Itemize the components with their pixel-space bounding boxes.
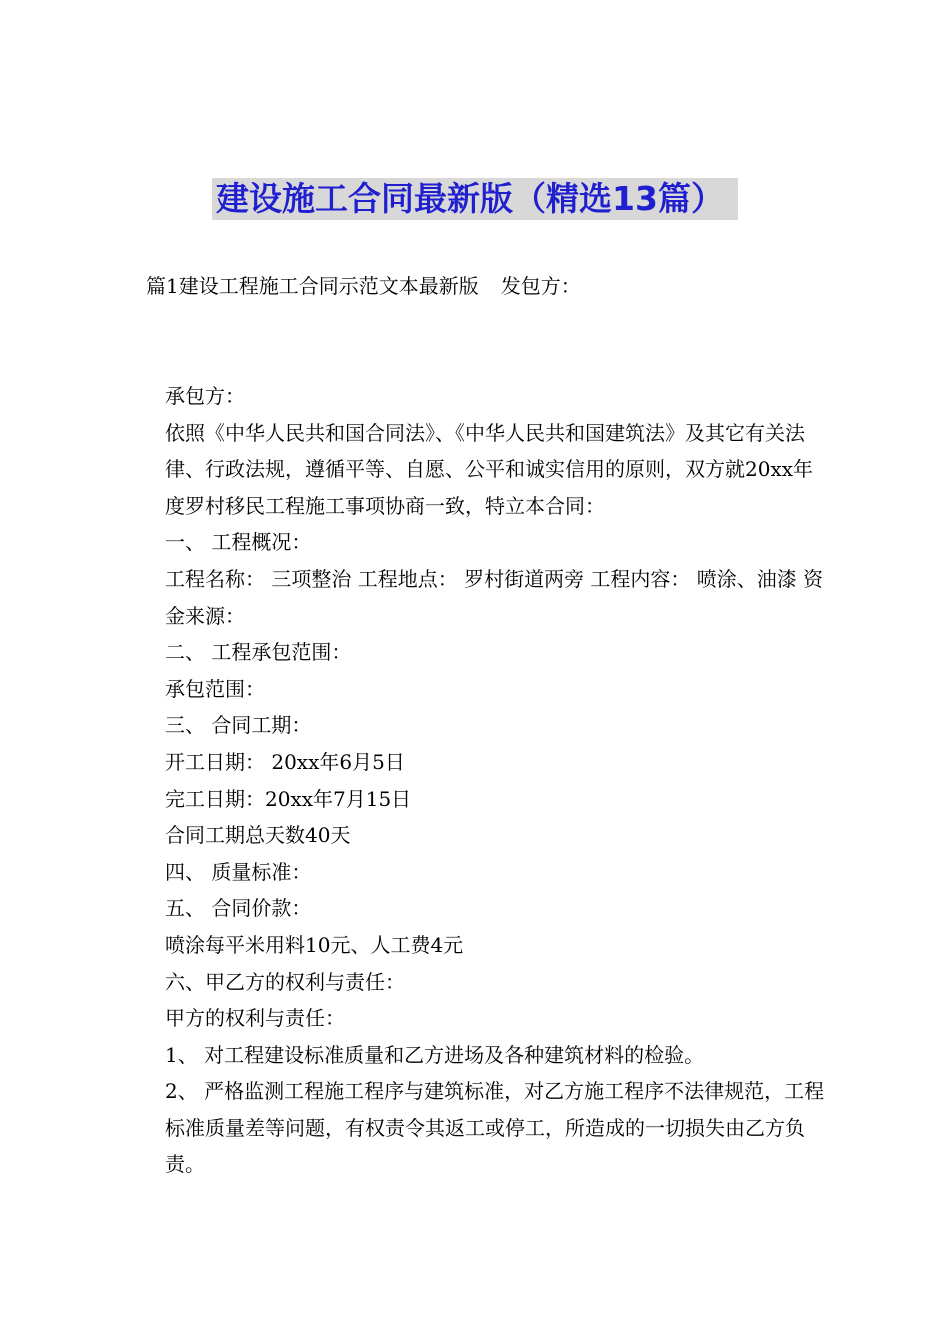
rights-item-2: 2、 严格监测工程施工程序与建筑标准，对乙方施工程序不法律规范，工程标准质量差等问题，有权责令其返工或停工，所造成的一切损失由乙方负责。 [165, 1079, 825, 1177]
section-rights: 六、甲乙方的权利与责任： [165, 969, 405, 994]
start-date: 开工日期： 20xx年6月5日 [165, 749, 405, 774]
document-title: 建设施工合同最新版（精选13篇） [212, 178, 738, 220]
total-days: 合同工期总天数40天 [165, 823, 351, 848]
employer-label: 发包方： [500, 274, 581, 298]
heading-line [146, 268, 581, 304]
price-details: 喷涂每平米用料10元、人工费4元 [165, 932, 464, 957]
section-scope: 二、 工程承包范围： [165, 640, 352, 665]
section-quality: 四、 质量标准： [165, 859, 312, 884]
document-body [146, 378, 826, 1183]
section-heading: 篇1建设工程施工合同示范文本最新版 [146, 274, 479, 298]
preamble-paragraph: 依照《中华人民共和国合同法》、《中华人民共和国建筑法》及其它有关法律、行政法规，遵循平等、自愿、公平和诚实信用的原则，双方就20xx年度罗村移民工程施工事项协商一致，特立本合同： [165, 420, 814, 518]
section-price: 五、 合同价款： [165, 896, 312, 921]
project-details: 工程名称： 三项整治 工程地点： 罗村街道两旁 工程内容： 喷涂、油漆 资金来源： [165, 566, 824, 628]
rights-item-1: 1、 对工程建设标准质量和乙方进场及各种建筑材料的检验。 [165, 1042, 705, 1067]
party-a-rights-label: 甲方的权利与责任： [165, 1006, 345, 1031]
end-date: 完工日期：20xx年7月15日 [165, 786, 412, 811]
scope-label: 承包范围： [165, 676, 265, 701]
contractor-label: 承包方： [165, 384, 245, 408]
section-project-overview: 一、 工程概况： [165, 530, 312, 555]
title-container [0, 178, 950, 220]
section-duration: 三、 合同工期： [165, 713, 312, 738]
